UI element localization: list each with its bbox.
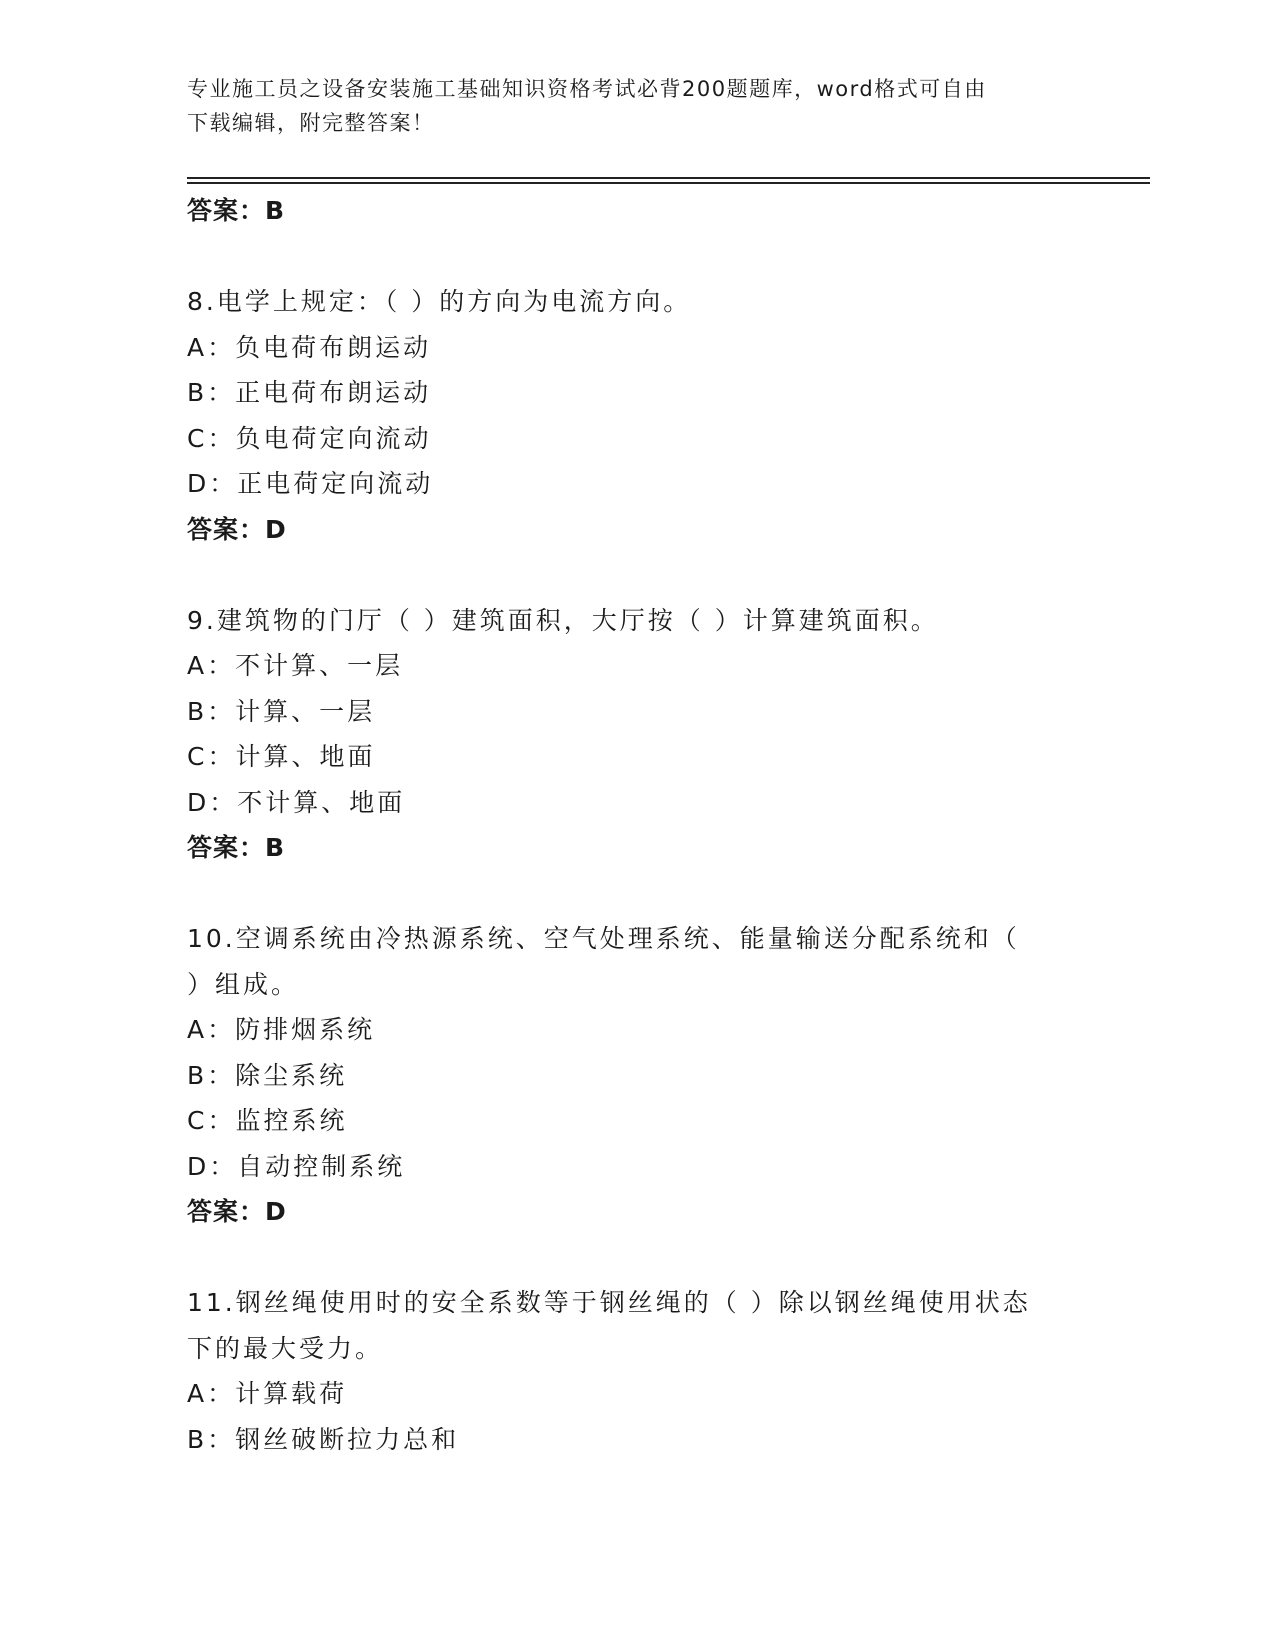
option-a: A：计算载荷 xyxy=(187,1379,348,1408)
question-stem-line-1: 11.钢丝绳使用时的安全系数等于钢丝绳的（ ）除以钢丝绳使用状态 xyxy=(187,1288,1031,1317)
option-b: B：正电荷布朗运动 xyxy=(187,378,432,407)
answer-previous: 答案：B xyxy=(187,196,286,225)
option-d: D：正电荷定向流动 xyxy=(187,469,434,498)
option-d: D：不计算、地面 xyxy=(187,787,406,817)
answer: 答案：B xyxy=(187,833,286,862)
option-a: A：负电荷布朗运动 xyxy=(187,332,432,362)
document-body xyxy=(187,188,1067,1462)
spacer xyxy=(187,234,1067,280)
spacer xyxy=(187,871,1067,917)
option-c: C：计算、地面 xyxy=(187,742,376,771)
option-b: B：钢丝破断拉力总和 xyxy=(187,1424,460,1454)
page-header xyxy=(187,72,1067,140)
question-10 xyxy=(187,916,1067,1235)
spacer xyxy=(187,552,1067,598)
header-divider-bottom xyxy=(187,182,1150,184)
header-divider-top xyxy=(187,177,1150,179)
question-stem: 9.建筑物的门厅（ ）建筑面积，大厅按（ ）计算建筑面积。 xyxy=(187,605,939,635)
option-c: C：监控系统 xyxy=(187,1106,348,1135)
option-b: B：计算、一层 xyxy=(187,696,376,726)
question-stem-line-2: 下的最大受力。 xyxy=(187,1333,384,1363)
question-9 xyxy=(187,598,1067,871)
option-b: B：除尘系统 xyxy=(187,1060,348,1090)
header-line-2: 下载编辑，附完整答案！ xyxy=(187,111,435,135)
option-a: A：不计算、一层 xyxy=(187,651,404,680)
header-line-1: 专业施工员之设备安装施工基础知识资格考试必背200题题库，word格式可自由 xyxy=(187,77,987,101)
option-a: A：防排烟系统 xyxy=(187,1015,376,1044)
answer: 答案：D xyxy=(187,1197,287,1226)
option-d: D：自动控制系统 xyxy=(187,1151,406,1181)
question-11 xyxy=(187,1280,1067,1462)
option-c: C：负电荷定向流动 xyxy=(187,423,432,453)
question-stem: 8.电学上规定：（ ）的方向为电流方向。 xyxy=(187,287,692,316)
question-stem-line-2: ）组成。 xyxy=(187,969,300,999)
spacer xyxy=(187,1235,1067,1281)
answer: 答案：D xyxy=(187,514,287,544)
question-stem-line-1: 10.空调系统由冷热源系统、空气处理系统、能量输送分配系统和（ xyxy=(187,924,1020,953)
question-8 xyxy=(187,279,1067,552)
